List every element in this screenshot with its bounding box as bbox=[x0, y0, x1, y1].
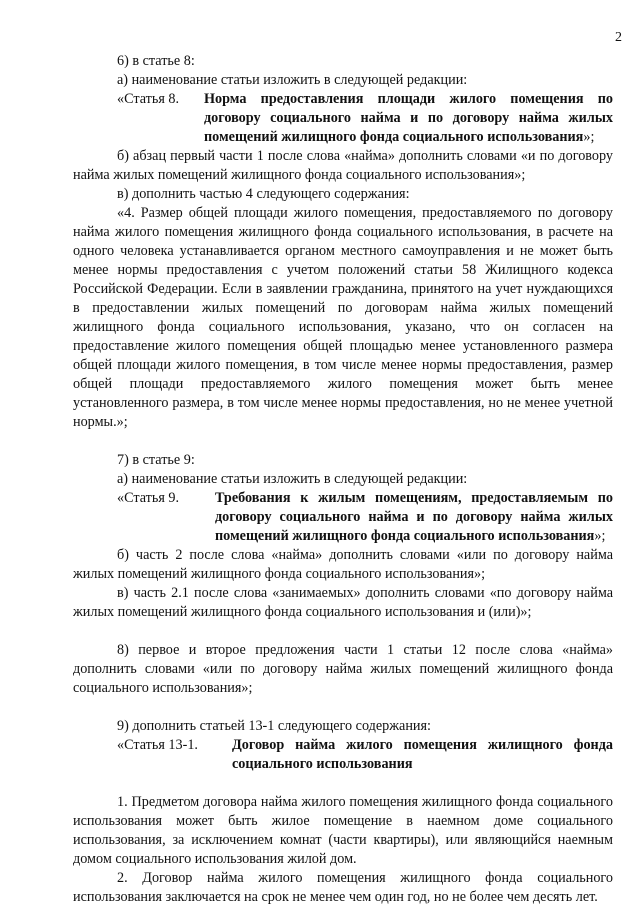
item-7-heading: 7) в статье 9: bbox=[117, 452, 195, 468]
item-6v: в) дополнить частью 4 следующего содержания: bbox=[117, 186, 410, 202]
article-13-1-title: Договор найма жилого помещения жилищного фонда социального использования bbox=[232, 737, 613, 772]
item-6-heading: 6) в статье 8: bbox=[117, 53, 195, 69]
article-9-title-block bbox=[117, 489, 613, 546]
article-13-1-part-2: 2. Договор найма жилого помещения жилищного фонда социального использования заключается на срок не менее чем один год, но не более чем десять лет. bbox=[73, 870, 613, 905]
article-13-1-prefix: «Статья 13-1. bbox=[117, 737, 198, 753]
document-body bbox=[73, 52, 613, 907]
item-8: 8) первое и второе предложения части 1 статьи 12 после слова «найма» дополнить словами «или по договору найма жилых помещений жилищного фонда социального использования»; bbox=[73, 642, 613, 696]
article-13-1-part-1: 1. Предметом договора найма жилого помещения жилищного фонда социального использования может быть жилое помещение в наемном доме социального использования, за исключением комнат (части квартиры), или являющийся наемным домом социального использования жилой дом. bbox=[73, 794, 613, 867]
item-7a: а) наименование статьи изложить в следующей редакции: bbox=[117, 471, 468, 487]
item-6b: б) абзац первый части 1 после слова «найма» дополнить словами «и по договору найма жилых помещений жилищного фонда социального использования»; bbox=[73, 148, 613, 183]
article-8-title-text: Норма предоставления площади жилого помещения по договору социального найма и по договору найма жилых помещений жилищного фонда социального использования bbox=[204, 91, 613, 145]
item-7v: в) часть 2.1 после слова «занимаемых» дополнить словами «по договору найма жилых помещений жилищного фонда социального использования и (или)»; bbox=[73, 585, 613, 620]
article-9-title-end: »; bbox=[594, 528, 606, 544]
article-8-title-end: »; bbox=[583, 129, 595, 145]
article-9-title bbox=[215, 489, 613, 546]
article-9-prefix: «Статья 9. bbox=[117, 490, 180, 506]
item-6-quote: «4. Размер общей площади жилого помещения, предоставляемого по договору найма жилого помещения жилищного фонда социального использования, в расчете на одного человека устанавливается органом местного самоуправления и не может быть менее нормы предоставления с учетом положений статьи 58 Жилищного кодекса Российской Федерации. Если в заявлении гражданина, принятого на учет нуждающихся в предоставлении жилых помещений по договорам найма жилых помещений жилищного фонда социального использования, указано, что он согласен на предоставление жилого помещения общей площадью менее установленного размера общей площади жилого помещения, в том числе менее нормы предоставления, размер общей площади предоставляемого жилого помещения может быть менее установленного размера, в том числе менее нормы предоставления, но не менее учетной нормы.»; bbox=[73, 205, 613, 430]
item-7b: б) часть 2 после слова «найма» дополнить словами «или по договору найма жилых помещений жилищного фонда социального использования»; bbox=[73, 547, 613, 582]
article-8-title bbox=[204, 90, 613, 147]
item-9-heading: 9) дополнить статьей 13-1 следующего содержания: bbox=[117, 718, 431, 734]
article-8-title-block bbox=[117, 90, 613, 147]
page-number: 2 bbox=[615, 30, 622, 45]
article-9-title-text: Требования к жилым помещениям, предоставляемым по договору социального найма и по договору найма жилых помещений жилищного фонда социального использования bbox=[215, 490, 613, 544]
item-6a: а) наименование статьи изложить в следующей редакции: bbox=[117, 72, 468, 88]
article-13-1-title-block bbox=[117, 736, 613, 774]
article-8-prefix: «Статья 8. bbox=[117, 91, 180, 107]
